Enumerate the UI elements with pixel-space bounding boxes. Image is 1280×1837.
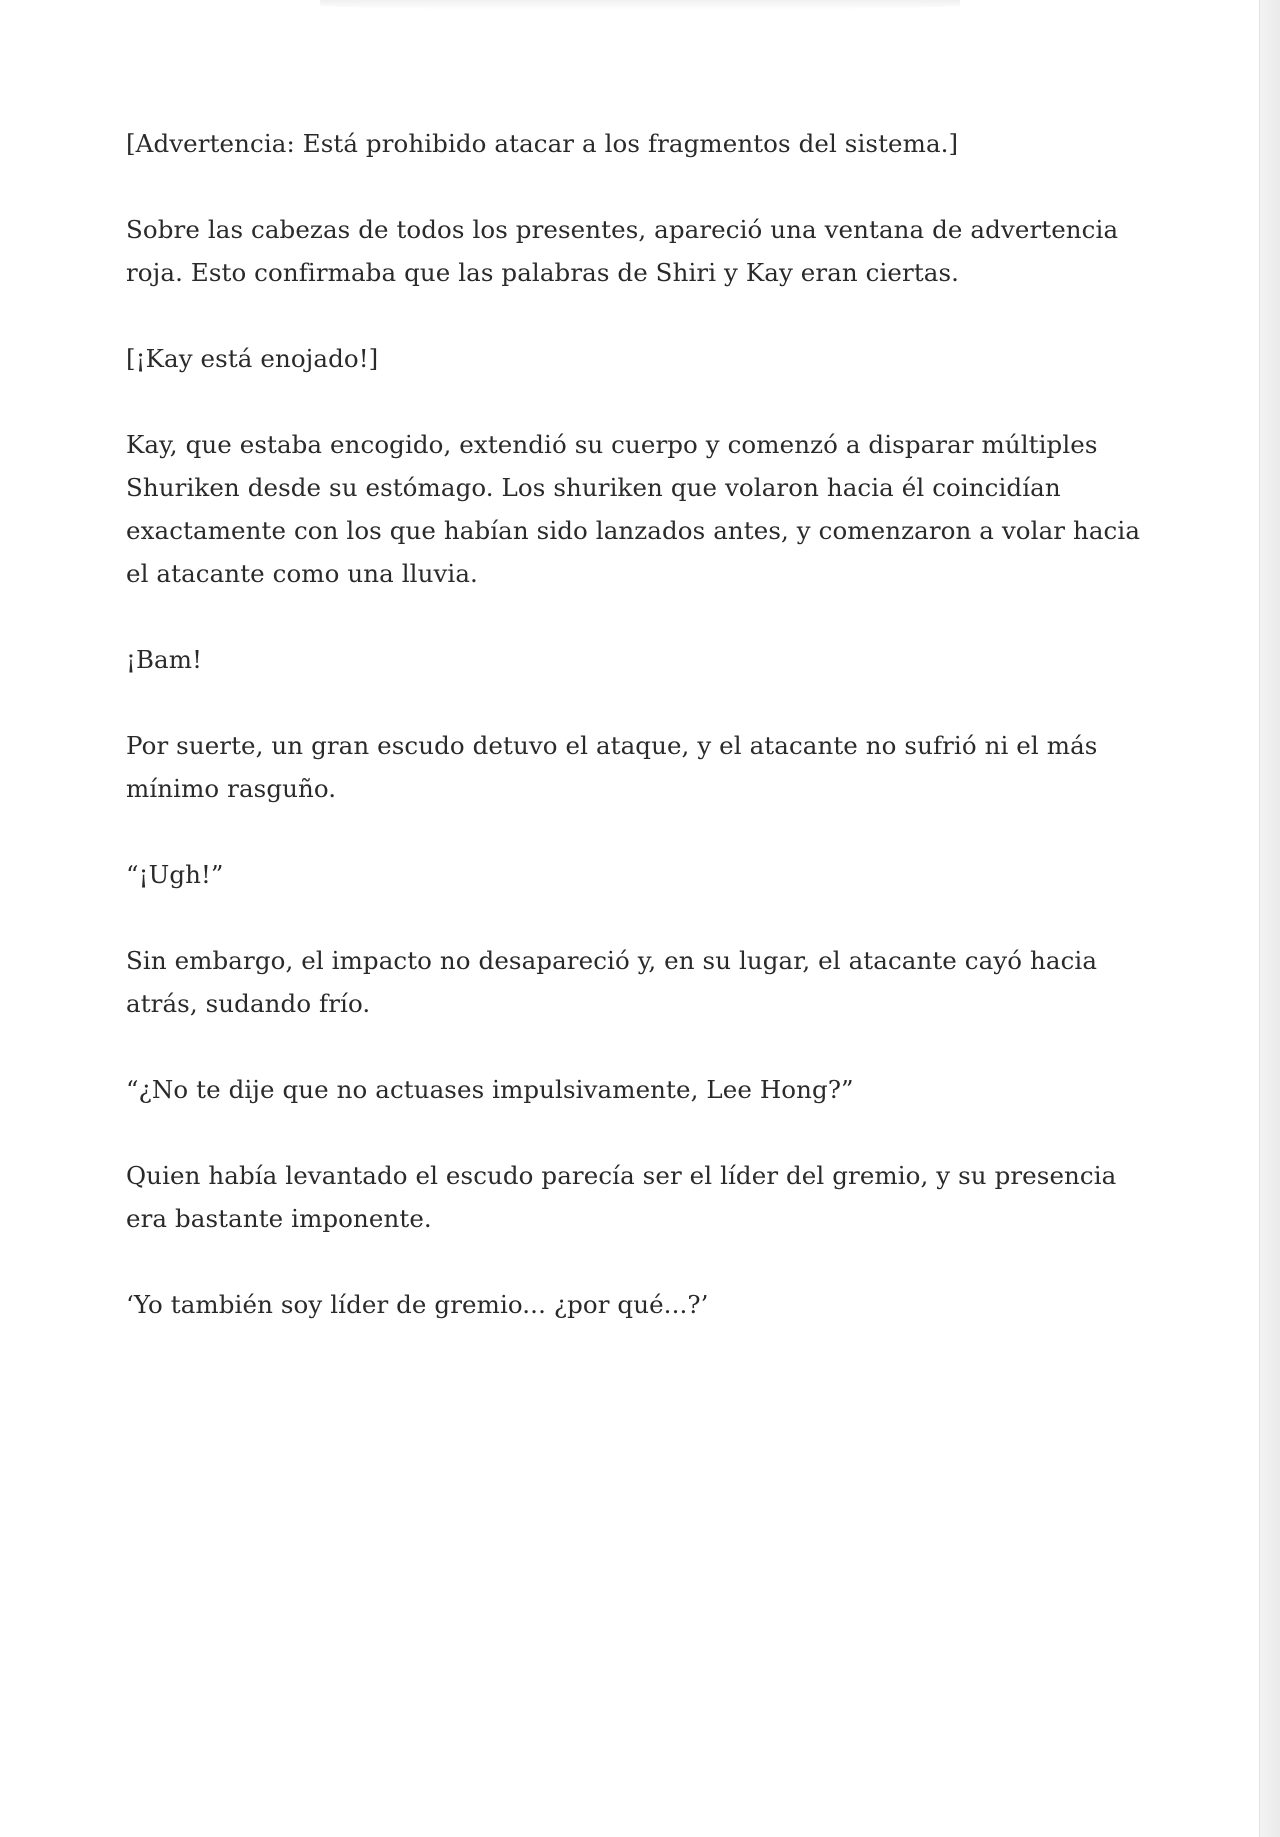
paragraph-dialogue: “¿No te dije que no actuases impulsivamente, Lee Hong?” <box>126 1075 854 1104</box>
document-body <box>126 122 1156 1369</box>
paragraph: Por suerte, un gran escudo detuvo el ataque, y el atacante no sufrió ni el más mínimo rasguño. <box>126 731 1098 803</box>
top-shadow <box>320 0 960 10</box>
paragraph: Sobre las cabezas de todos los presentes, apareció una ventana de advertencia roja. Esto confirmaba que las palabras de Shiri y Kay eran ciertas. <box>126 215 1119 287</box>
paragraph-dialogue: “¡Ugh!” <box>126 860 224 889</box>
paragraph-sound-effect: ¡Bam! <box>126 645 203 674</box>
paragraph-system-warning: [Advertencia: Está prohibido atacar a los fragmentos del sistema.] <box>126 129 959 158</box>
page-right-edge <box>1259 0 1280 1837</box>
paragraph: Kay, que estaba encogido, extendió su cuerpo y comenzó a disparar múltiples Shuriken desde su estómago. Los shuriken que volaron hacia él coincidían exactamente con los que habían sido lanzados antes, y comenzaron a volar hacia el atacante como una lluvia. <box>126 430 1141 588</box>
paragraph-thought: ‘Yo también soy líder de gremio... ¿por qué...?’ <box>126 1290 709 1319</box>
paragraph: Quien había levantado el escudo parecía ser el líder del gremio, y su presencia era bastante imponente. <box>126 1161 1117 1233</box>
paragraph: Sin embargo, el impacto no desapareció y, en su lugar, el atacante cayó hacia atrás, sudando frío. <box>126 946 1098 1018</box>
paragraph-system-message: [¡Kay está enojado!] <box>126 344 379 373</box>
